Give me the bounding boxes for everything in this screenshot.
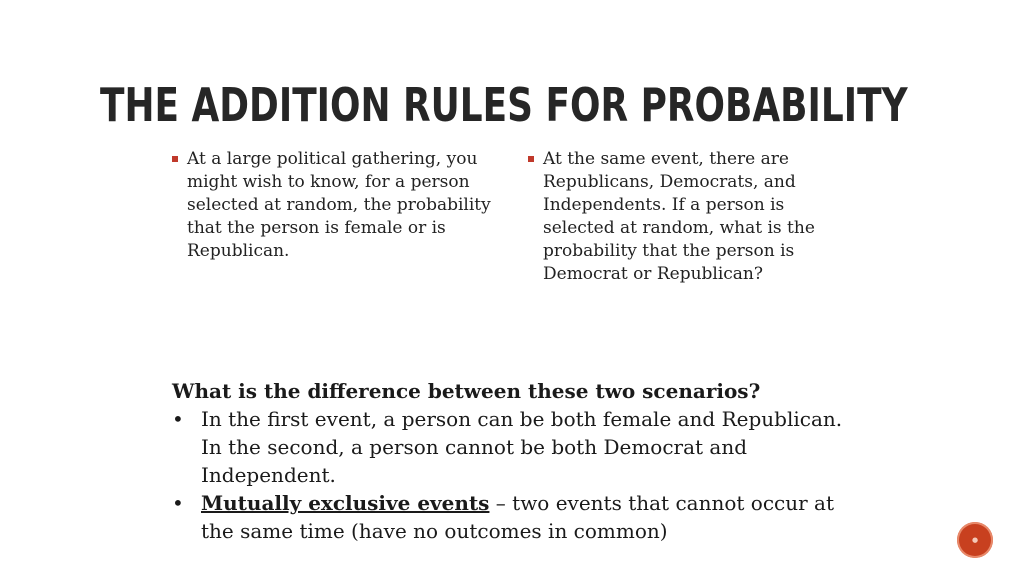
definition-text: – two events that cannot occur at the same time (have no outcomes in common) [201,491,834,543]
bullet-item-right [526,148,856,286]
bullet-dot-icon: • [172,491,184,515]
square-bullet-icon [528,156,534,162]
bullet-dot-icon: • [172,407,184,431]
point-list [172,405,852,545]
slide-nav-button[interactable] [957,522,993,558]
list-item [172,405,852,489]
discussion-block [172,377,852,545]
left-column [170,148,500,263]
slide-title: THE ADDITION RULES FOR PROBABILITY [100,78,908,132]
question-heading: What is the difference between these two scenarios? [172,379,761,403]
slide-nav-icon: ● [971,536,979,544]
point-text: In the first event, a person can be both female and Republican. In the second, a person cannot be both Democrat and Independent. [201,407,843,487]
bullet-item-left [170,148,500,263]
left-bullet-text: At a large political gathering, you might wish to know, for a person selected at random, the probability that the person is female or is Republican. [187,149,491,261]
right-bullet-text: At the same event, there are Republicans, Democrats, and Independents. If a person is selected at random, what is the probability that the person is Democrat or Republican? [543,149,815,284]
list-item [172,489,852,545]
right-column [526,148,856,286]
square-bullet-icon [172,156,178,162]
definition-term: Mutually exclusive events [201,491,490,515]
